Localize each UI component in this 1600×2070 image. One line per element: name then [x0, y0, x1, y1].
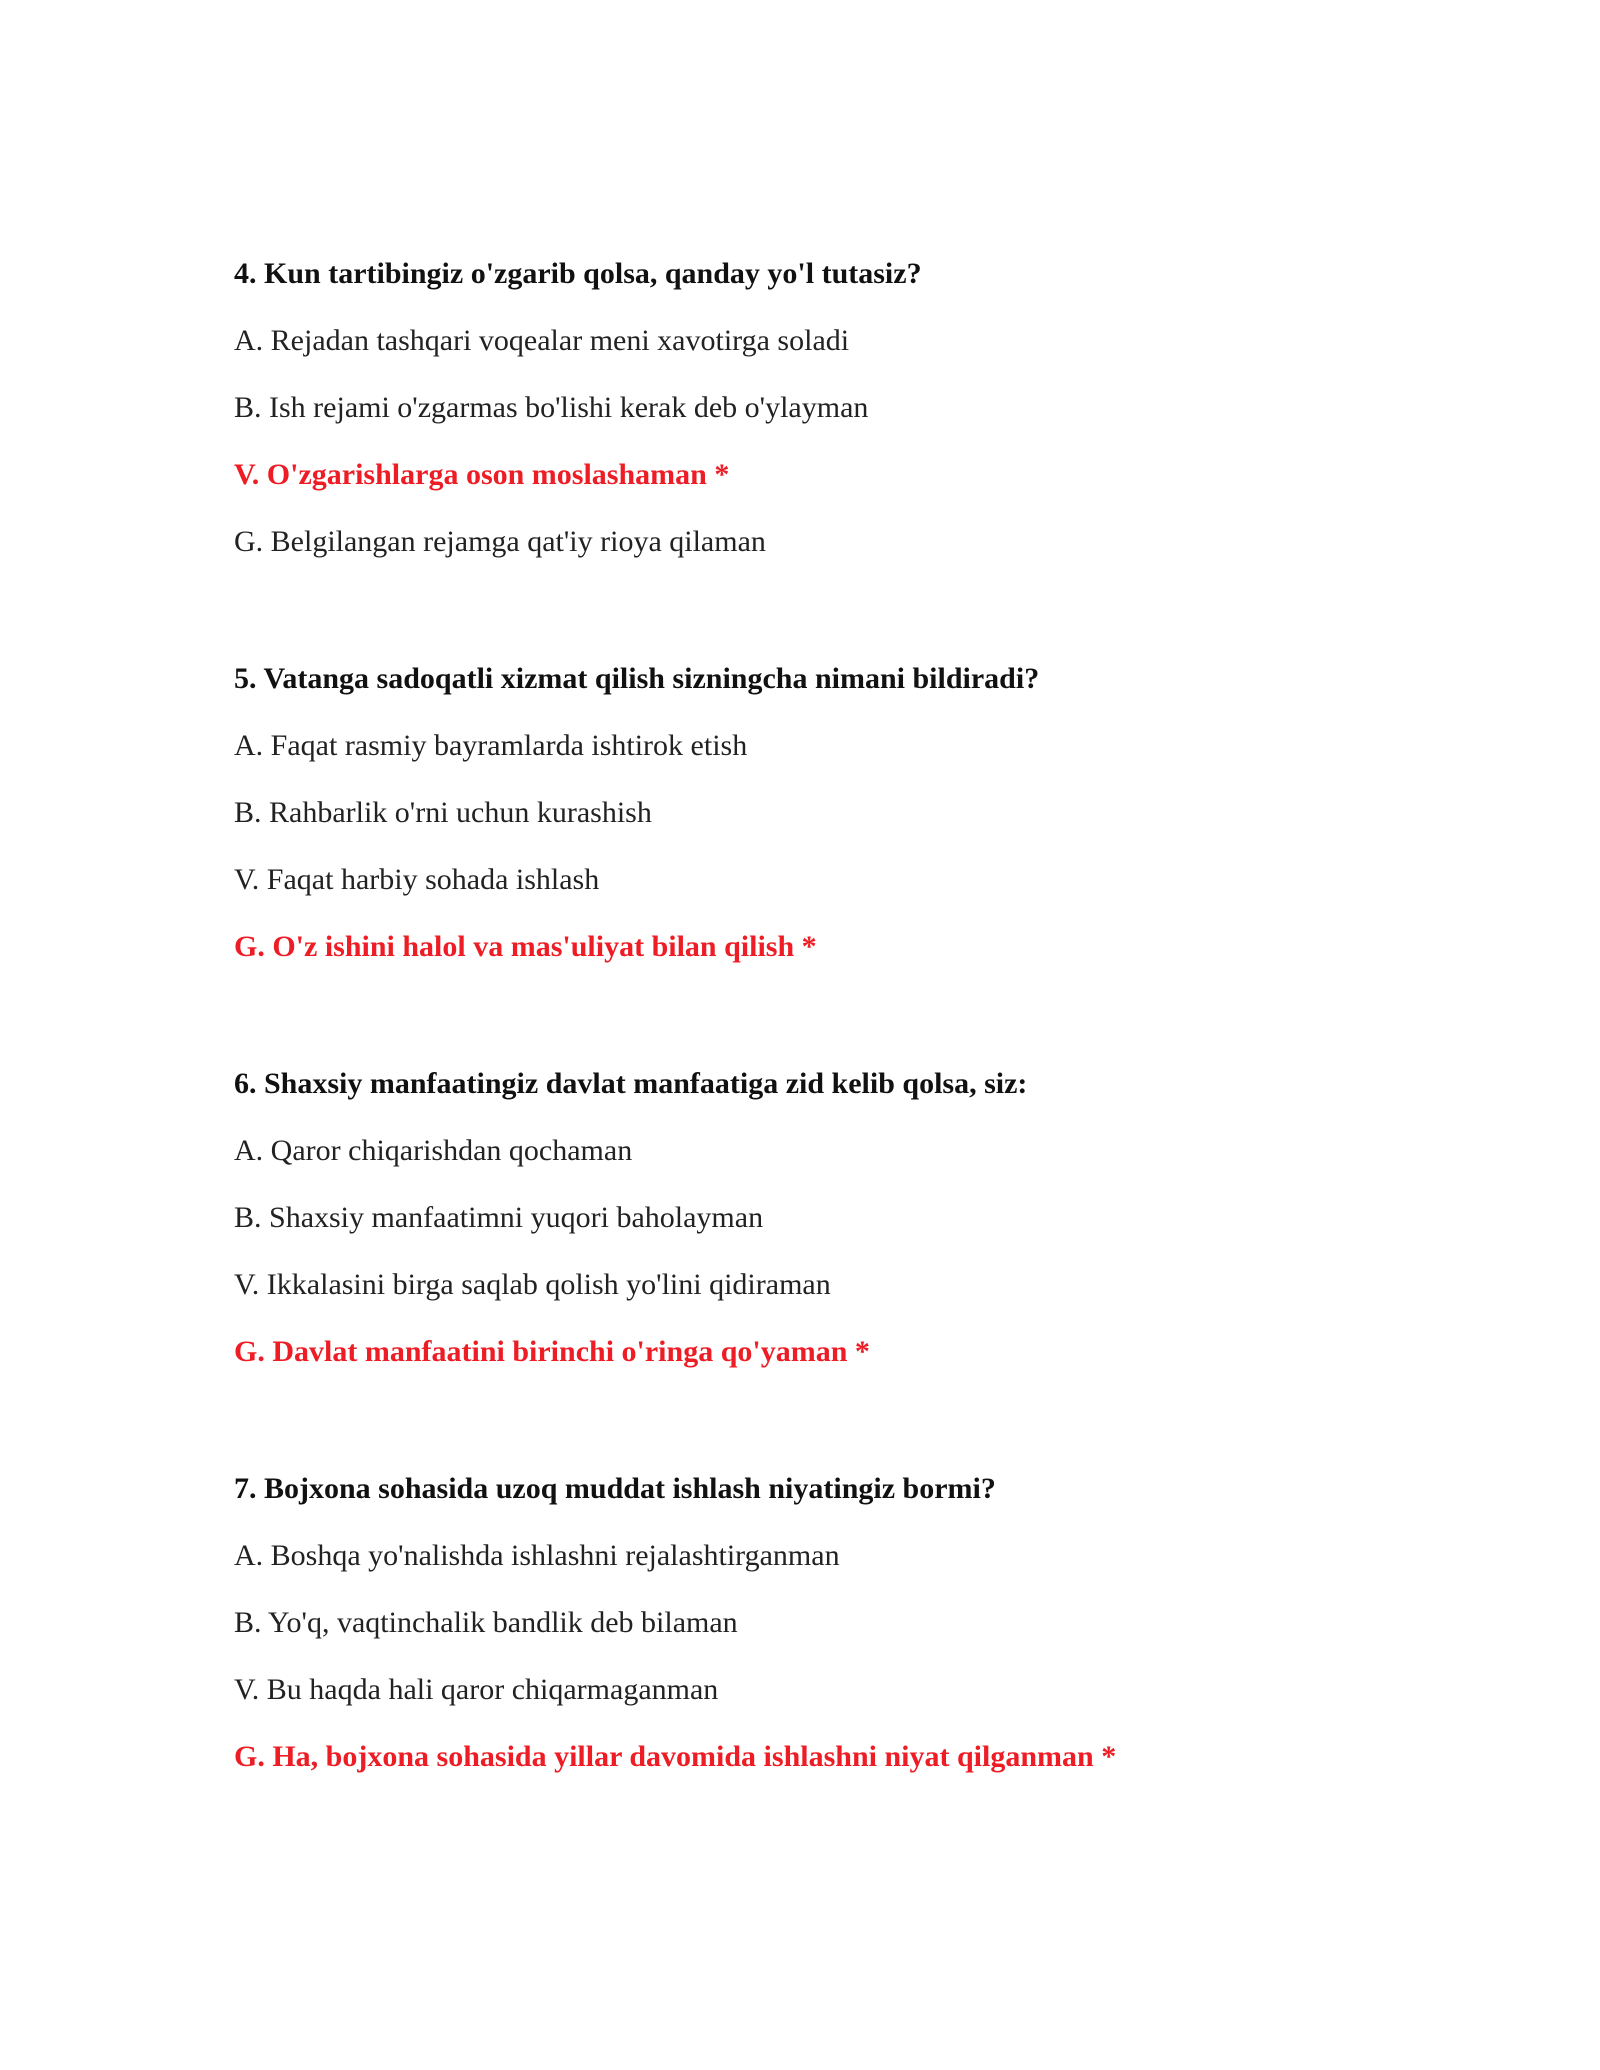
- question-5: [234, 661, 1434, 965]
- question-title: 7. Bojxona sohasida uzoq muddat ishlash niyatingiz bormi?: [234, 1472, 996, 1505]
- option-g-correct: G. O'z ishini halol va mas'uliyat bilan qilish *: [234, 930, 817, 963]
- option-v-correct: V. O'zgarishlarga oson moslashaman *: [234, 458, 730, 491]
- question-7: [234, 1471, 1434, 1775]
- option-a: A. Boshqa yo'nalishda ishlashni rejalashtirganman: [234, 1539, 840, 1572]
- option-a: A. Qaror chiqarishdan qochaman: [234, 1134, 633, 1167]
- question-6: [234, 1066, 1434, 1370]
- question-title: 6. Shaxsiy manfaatingiz davlat manfaatiga zid kelib qolsa, siz:: [234, 1067, 1028, 1100]
- option-b: B. Ish rejami o'zgarmas bo'lishi kerak deb o'ylayman: [234, 391, 869, 424]
- option-b: B. Rahbarlik o'rni uchun kurashish: [234, 796, 652, 829]
- question-4: [234, 256, 1434, 560]
- option-b: B. Yo'q, vaqtinchalik bandlik deb bilaman: [234, 1606, 738, 1639]
- option-b: B. Shaxsiy manfaatimni yuqori baholayman: [234, 1201, 764, 1234]
- option-v: V. Ikkalasini birga saqlab qolish yo'lini qidiraman: [234, 1268, 831, 1301]
- option-g: G. Belgilangan rejamga qat'iy rioya qilaman: [234, 525, 766, 558]
- question-title: 5. Vatanga sadoqatli xizmat qilish sizningcha nimani bildiradi?: [234, 662, 1040, 695]
- option-v: V. Bu haqda hali qaror chiqarmaganman: [234, 1673, 719, 1706]
- option-v: V. Faqat harbiy sohada ishlash: [234, 863, 600, 896]
- question-title: 4. Kun tartibingiz o'zgarib qolsa, qanday yo'l tutasiz?: [234, 257, 922, 290]
- option-g-correct: G. Ha, bojxona sohasida yillar davomida ishlashni niyat qilganman *: [234, 1740, 1117, 1773]
- option-g-correct: G. Davlat manfaatini birinchi o'ringa qo'yaman *: [234, 1335, 870, 1368]
- option-a: A. Faqat rasmiy bayramlarda ishtirok etish: [234, 729, 748, 762]
- option-a: A. Rejadan tashqari voqealar meni xavotirga soladi: [234, 324, 850, 357]
